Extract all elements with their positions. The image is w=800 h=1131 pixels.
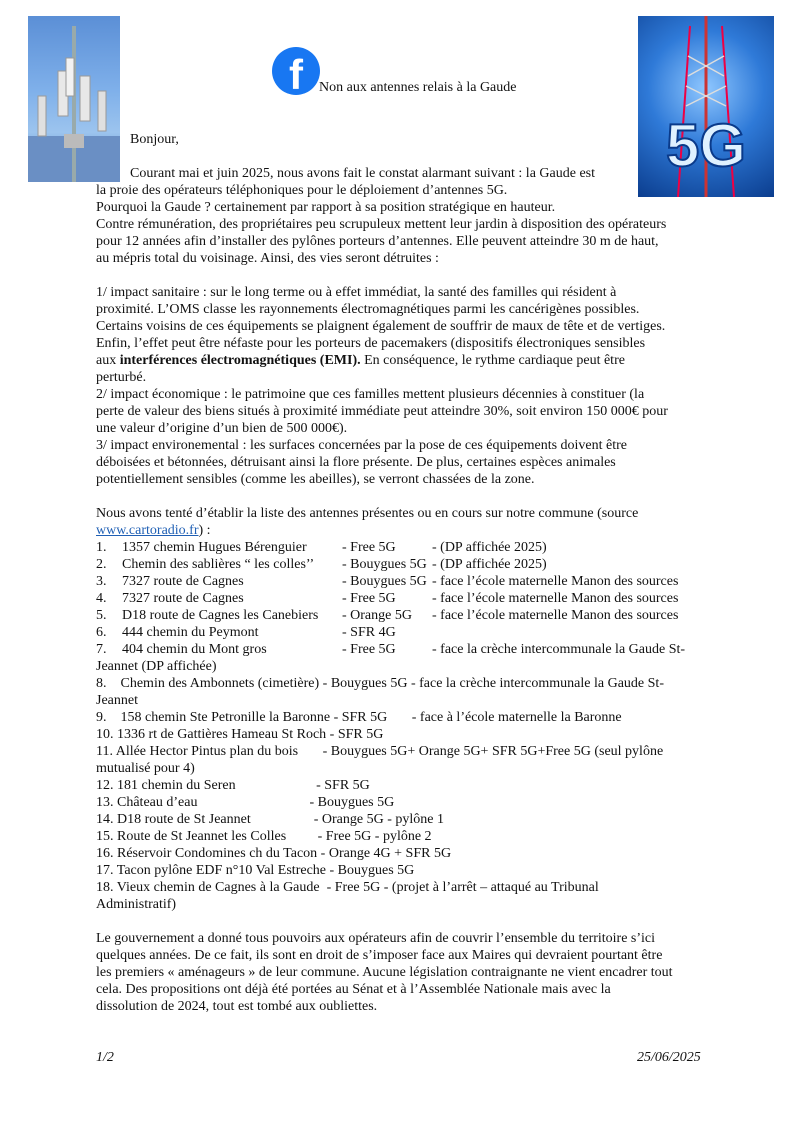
- antenna-address: 7327 route de Cagnes: [122, 574, 244, 589]
- emi-suffix: En conséquence, le rythme cardiaque peut être: [360, 353, 625, 368]
- antenna-address: 444 chemin du Peymont: [122, 625, 259, 640]
- cartoradio-link[interactable]: www.cartoradio.fr: [96, 523, 199, 538]
- antenna-row: [96, 556, 708, 573]
- sanitary-impact-line: Certains voisins de ces équipements se plaignent également de souffrir de maux de tête et de vertiges.: [96, 319, 666, 334]
- antenna-note: - face l’école maternelle Manon des sources: [432, 574, 679, 589]
- emi-line: [96, 352, 708, 369]
- intro-line: Courant mai et juin 2025, nous avons fait le constat alarmant suivant : la Gaude est: [130, 166, 596, 181]
- letter-body: [96, 165, 708, 1015]
- antenna-note: - face la crèche intercommunale la Gaude St-: [432, 642, 686, 657]
- antenna-photo-left: [28, 16, 120, 182]
- antenna-line: 14. D18 route de St Jeannet - Orange 5G - pylône 1: [96, 812, 444, 827]
- conclusion-line: cela. Des propositions ont déjà été portées au Sénat et à l’Assemblée Nationale mais avec la: [96, 982, 611, 997]
- intro-line: Pourquoi la Gaude ? certainement par rapport à sa position stratégique en hauteur.: [96, 200, 556, 215]
- economic-impact-line: une valeur d’origine d’un bien de 500 000€).: [96, 421, 348, 436]
- economic-impact-line: perte de valeur des biens situés à proximité immédiate peut atteindre 30%, soit environ 150 000€ pour: [96, 404, 668, 419]
- antenna-note: - (DP affichée 2025): [432, 557, 547, 572]
- antenna-operator: - Free 5G: [342, 540, 396, 555]
- antenna-number: 5.: [96, 608, 107, 623]
- emi-bold-text: interférences électromagnétiques (EMI).: [119, 353, 361, 368]
- antenna-line: mutualisé pour 4): [96, 761, 195, 776]
- antenna-tower-icon: [28, 16, 120, 182]
- conclusion-line: quelques années. De ce fait, ils sont en droit de s’imposer face aux Maires qui devraient pourtant être: [96, 948, 663, 963]
- page-number: 1/2: [96, 1050, 114, 1065]
- antenna-list: [96, 539, 708, 913]
- intro-line: pour 12 années afin d’installer des pylônes porteurs d’antennes. Elle peuvent atteindre 30 m de haut,: [96, 234, 659, 249]
- antenna-address: 7327 route de Cagnes: [122, 591, 244, 606]
- antenna-number: 4.: [96, 591, 107, 606]
- antenna-row: [96, 539, 708, 556]
- antenna-line: 12. 181 chemin du Seren - SFR 5G: [96, 778, 370, 793]
- antenna-line: Jeannet (DP affichée): [96, 659, 217, 674]
- antenna-operator: - Free 5G: [342, 591, 396, 606]
- antenna-number: 1.: [96, 540, 107, 555]
- list-intro-source: [96, 522, 708, 539]
- antenna-note: - (DP affichée 2025): [432, 540, 547, 555]
- antenna-line: 17. Tacon pylône EDF n°10 Val Estreche - Bouygues 5G: [96, 863, 415, 878]
- facebook-logo-icon: f: [272, 47, 320, 95]
- emi-prefix: aux: [96, 353, 120, 368]
- antenna-address: D18 route de Cagnes les Canebiers: [122, 608, 319, 623]
- antenna-row: [96, 590, 708, 607]
- antenna-operator: - Bouygues 5G: [342, 557, 427, 572]
- environmental-impact-line: déboisées et bétonnées, détruisant ainsi la flore présente. De plus, certaines espèces animales: [96, 455, 616, 470]
- antenna-line: 9. 158 chemin Ste Petronille la Baronne - SFR 5G - face à l’école maternelle la Baronne: [96, 710, 622, 725]
- antenna-operator: - Free 5G: [342, 642, 396, 657]
- antenna-row: [96, 624, 708, 641]
- page-title: Non aux antennes relais à la Gaude: [319, 80, 517, 95]
- antenna-row: [96, 641, 708, 658]
- antenna-note: - face l’école maternelle Manon des sources: [432, 591, 679, 606]
- antenna-line: Jeannet: [96, 693, 138, 708]
- antenna-line: 8. Chemin des Ambonnets (cimetière) - Bouygues 5G - face la crèche intercommunale la Gaude St-: [96, 676, 664, 691]
- intro-line: Contre rémunération, des propriétaires peu scrupuleux mettent leur jardin à disposition des opérateurs: [96, 217, 667, 232]
- environmental-impact-line: potentiellement sensibles (comme les abeilles), se verront chassées de la zone.: [96, 472, 535, 487]
- antenna-line: 11. Allée Hector Pintus plan du bois - Bouygues 5G+ Orange 5G+ SFR 5G+Free 5G (seul pylône: [96, 744, 664, 759]
- sanitary-impact-end: perturbé.: [96, 370, 147, 385]
- antenna-number: 6.: [96, 625, 107, 640]
- greeting: Bonjour,: [130, 132, 179, 147]
- antenna-note: [432, 624, 708, 641]
- antenna-row: [96, 573, 708, 590]
- antenna-line: Administratif): [96, 897, 177, 912]
- sanitary-impact-line: 1/ impact sanitaire : sur le long terme ou à effet immédiat, la santé des familles qui résident à: [96, 285, 617, 300]
- antenna-line: 10. 1336 rt de Gattières Hameau St Roch - SFR 5G: [96, 727, 384, 742]
- antenna-row: [96, 607, 708, 624]
- antenna-address: 1357 chemin Hugues Bérenguier: [122, 540, 307, 555]
- antenna-operator: - Bouygues 5G: [342, 574, 427, 589]
- antenna-line: 13. Château d’eau - Bouygues 5G: [96, 795, 395, 810]
- intro-line: la proie des opérateurs téléphoniques pour le déploiement d’antennes 5G.: [96, 183, 508, 198]
- document-date: 25/06/2025: [637, 1050, 701, 1065]
- conclusion-line: Le gouvernement a donné tous pouvoirs aux opérateurs afin de couvrir l’ensemble du territoire s’ici: [96, 931, 656, 946]
- antenna-number: 2.: [96, 557, 107, 572]
- antenna-line: 15. Route de St Jeannet les Colles - Free 5G - pylône 2: [96, 829, 432, 844]
- antenna-operator: - Orange 5G: [342, 608, 412, 623]
- antenna-number: 7.: [96, 642, 107, 657]
- environmental-impact-line: 3/ impact environemental : les surfaces concernées par la pose de ces équipements doivent être: [96, 438, 628, 453]
- list-intro: Nous avons tenté d’établir la liste des antennes présentes ou en cours sur notre commune (source: [96, 506, 639, 521]
- conclusion-line: les premiers « aménageurs » de leur commune. Aucune législation contraignante ne vient encadrer tout: [96, 965, 673, 980]
- antenna-operator: - SFR 4G: [342, 625, 396, 640]
- intro-line: au mépris total du voisinage. Ainsi, des vies seront détruites :: [96, 251, 439, 266]
- sanitary-impact-line: Enfin, l’effet peut être néfaste pour les porteurs de pacemakers (dispositifs électroniques sensibles: [96, 336, 646, 351]
- antenna-note: - face l’école maternelle Manon des sources: [432, 608, 679, 623]
- economic-impact-line: 2/ impact économique : le patrimoine que ces familles mettent plusieurs décennies à constituer (la: [96, 387, 645, 402]
- antenna-number: 3.: [96, 574, 107, 589]
- antenna-line: 18. Vieux chemin de Cagnes à la Gaude - Free 5G - (projet à l’arrêt – attaqué au Tribunal: [96, 880, 599, 895]
- sanitary-impact-line: proximité. L’OMS classe les rayonnements électromagnétiques parmi les cancérigènes possibles.: [96, 302, 640, 317]
- list-intro-end: ) :: [198, 523, 211, 538]
- conclusion-line: dissolution de 2024, tout est tombé aux oubliettes.: [96, 999, 378, 1014]
- antenna-line: 16. Réservoir Condomines ch du Tacon - Orange 4G + SFR 5G: [96, 846, 452, 861]
- 5g-text: 5G: [665, 112, 747, 179]
- antenna-address: Chemin des sablières “ les colles’’: [122, 557, 315, 572]
- antenna-address: 404 chemin du Mont gros: [122, 642, 267, 657]
